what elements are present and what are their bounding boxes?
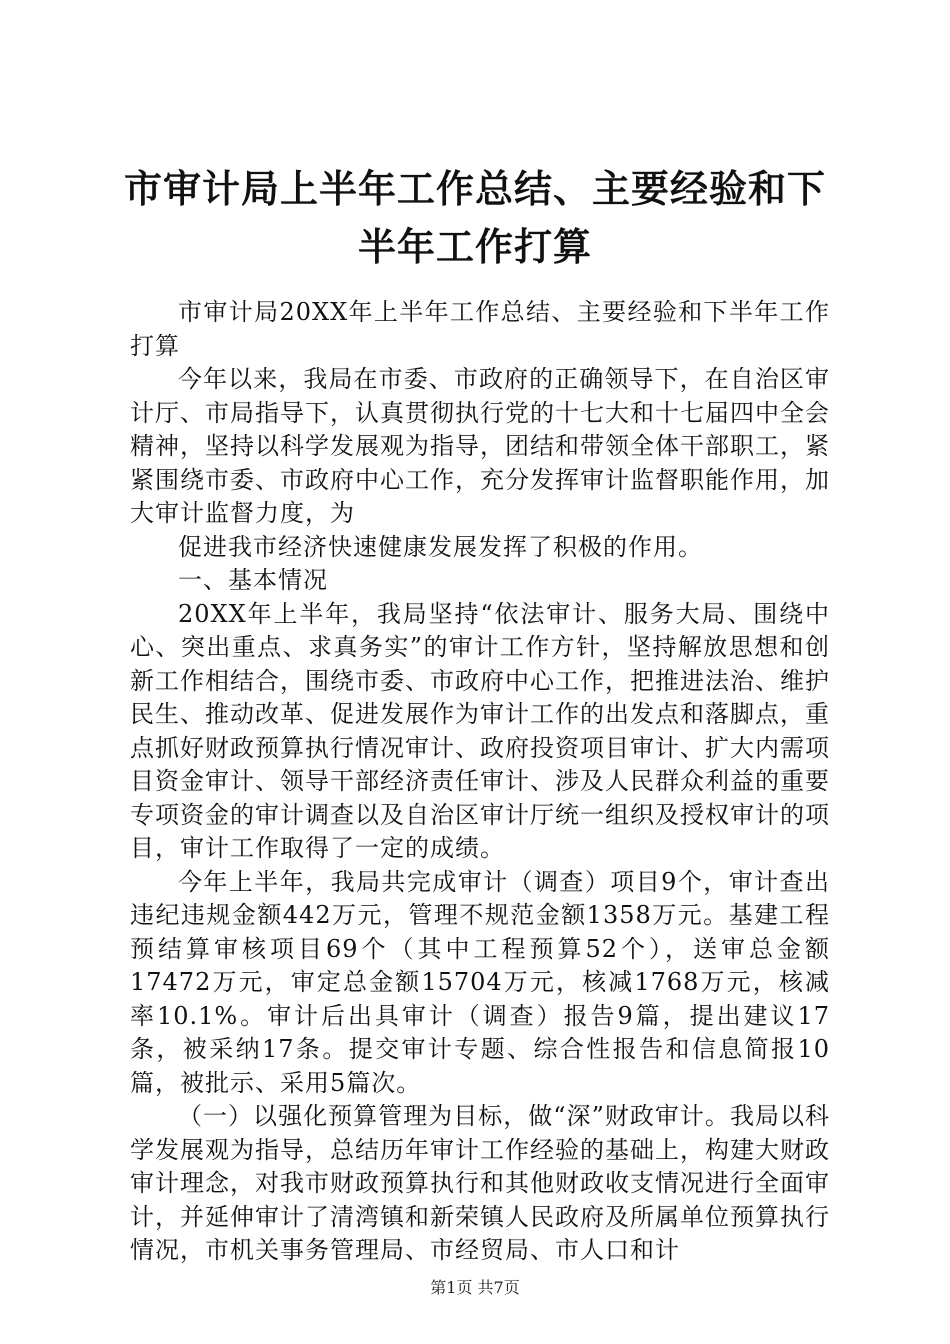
paragraph-statistics: 今年上半年，我局共完成审计（调查）项目9个，审计查出违纪违规金额442万元，管理不规范金额1358万元。基建工程预结算审核项目69个（其中工程预算52个），送审总金额17472万元，审定总金额15704万元，核减1768万元，核减率10.1%。审计后出具审计（调查）报告9篇，提出建议17条，被采纳17条。提交审计专题、综合性报告和信息简报10篇，被批示、采用5篇次。 (130, 867, 830, 1097)
document-body (130, 296, 830, 1268)
section-heading-basic-situation: 一、基本情况 (178, 566, 328, 594)
page-footer: 第1页 共7页 (430, 1278, 520, 1297)
document-title: 市审计局上半年工作总结、主要经验和下半年工作打算 (123, 166, 826, 269)
paragraph-intro-continued: 促进我市经济快速健康发展发挥了积极的作用。 (178, 532, 703, 561)
paragraph-fiscal-audit: （一）以强化预算管理为目标，做“深”财政审计。我局以科学发展观为指导，总结历年审计工作经验的基础上，构建大财政审计理念，对我市财政预算执行和其他财政收支情况进行全面审计，并延伸审计了清湾镇和新荣镇人民政府及所属单位预算执行情况，市机关事务管理局、市经贸局、市人口和计 (130, 1102, 830, 1264)
paragraph-subtitle: 市审计局20XX年上半年工作总结、主要经验和下半年工作打算 (130, 298, 830, 360)
paragraph-work-policy: 20XX年上半年，我局坚持“依法审计、服务大局、围绕中心、突出重点、求真务实”的审计工作方针，坚持解放思想和创新工作相结合，围绕市委、市政府中心工作，把推进法治、维护民生、推动改革、促进发展作为审计工作的出发点和落脚点，重点抓好财政预算执行情况审计、政府投资项目审计、扩大内需项目资金审计、领导干部经济责任审计、涉及人民群众利益的重要专项资金的审计调查以及自治区审计厅统一组织及授权审计的项目，审计工作取得了一定的成绩。 (130, 599, 830, 862)
paragraph-intro: 今年以来，我局在市委、市政府的正确领导下，在自治区审计厅、市局指导下，认真贯彻执行党的十七大和十七届四中全会精神，坚持以科学发展观为指导，团结和带领全体干部职工，紧紧围绕市委、市政府中心工作，充分发挥审计监督职能作用，加大审计监督力度，为 (130, 365, 830, 527)
